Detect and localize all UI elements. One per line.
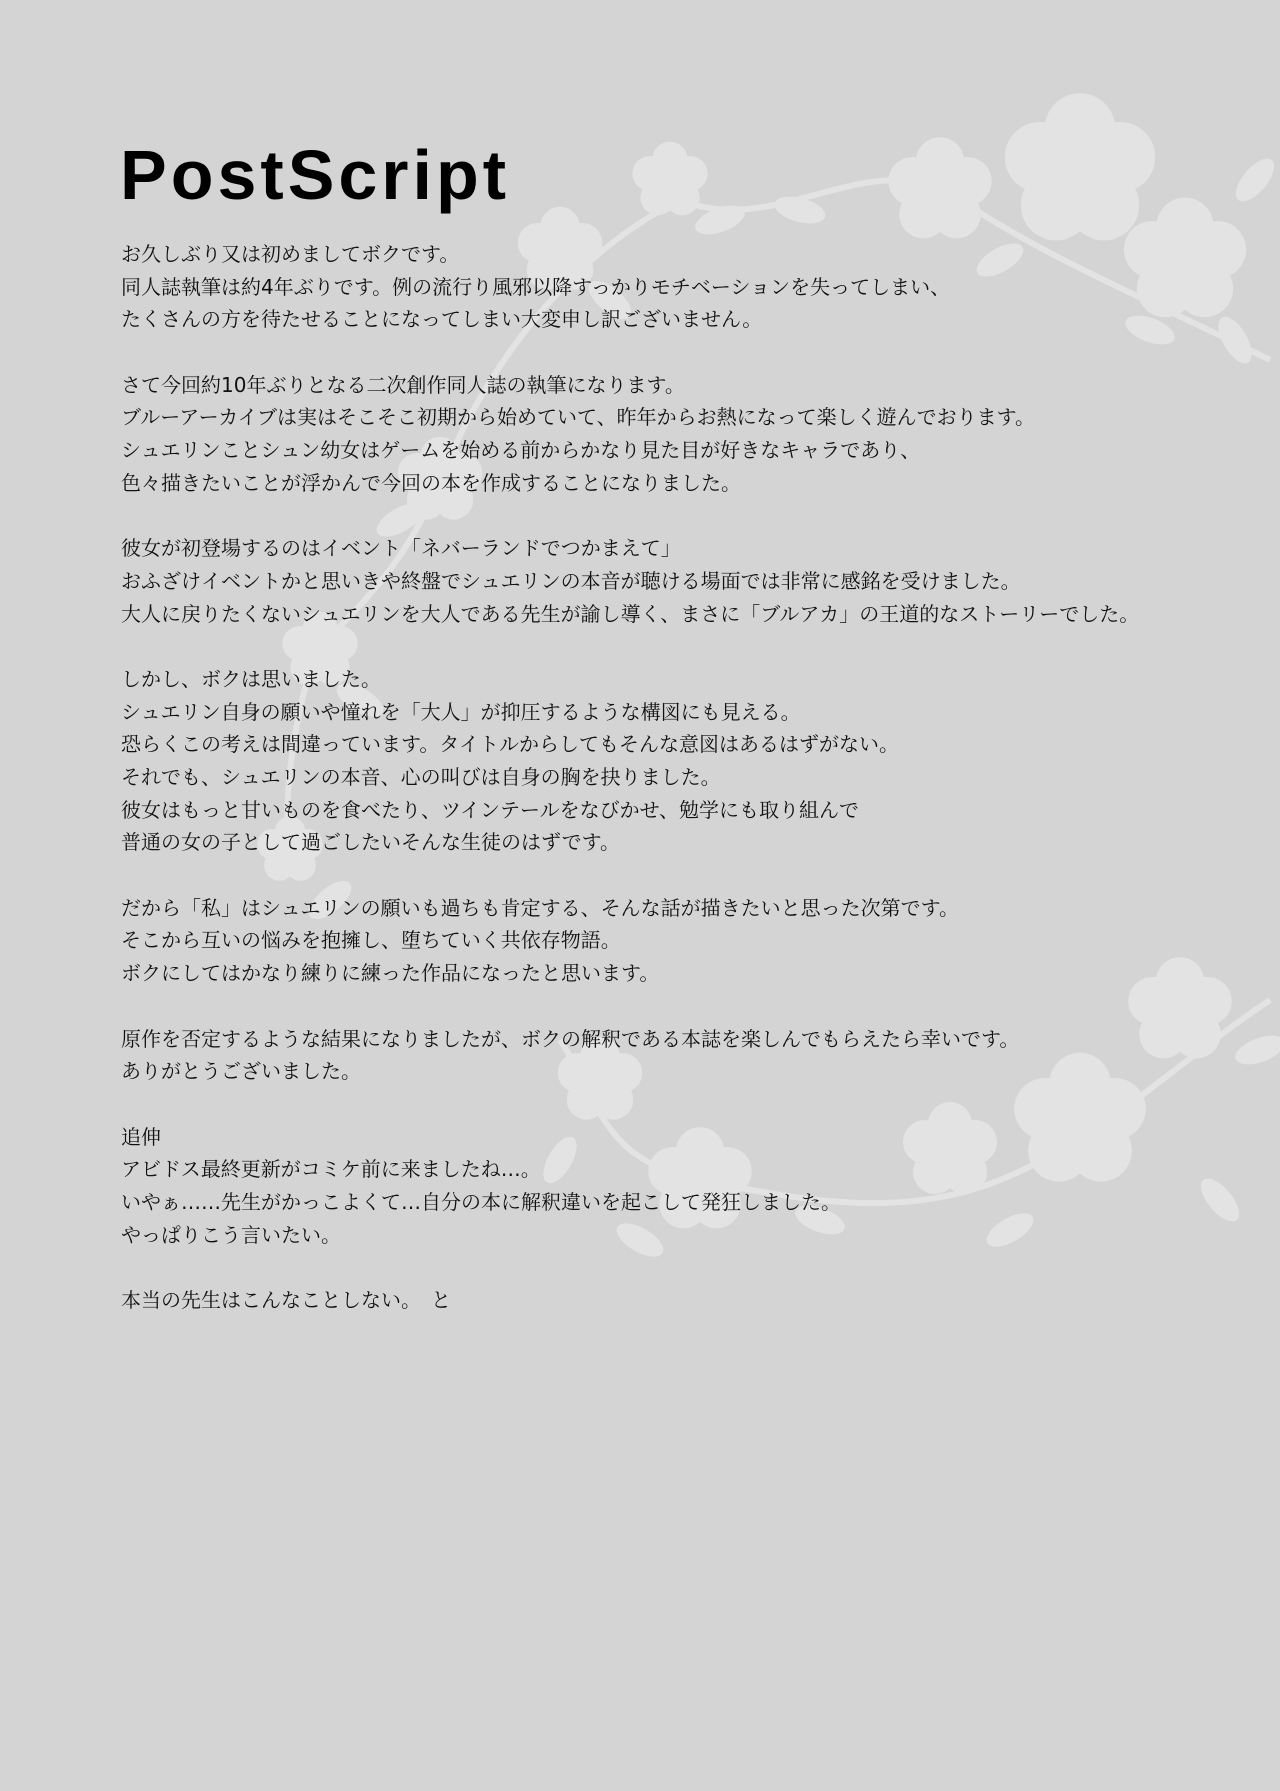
text-line: 追伸 (121, 1124, 161, 1149)
text-line: 普通の女の子として過ごしたいそんな生徒のはずです。 (121, 830, 620, 855)
text-line: アビドス最終更新がコミケ前に来ましたね…。 (121, 1157, 541, 1182)
text-line: 彼女はもっと甘いものを食べたり、ツインテールをなびかせ、勉学にも取り組んで (121, 797, 859, 822)
text-line: 同人誌執筆は約4年ぶりです。例の流行り風邪以降すっかりモチベーションを失ってしまい、 (121, 274, 951, 299)
paragraph (121, 1284, 1201, 1317)
text-line: 色々描きたいことが浮かんで今回の本を作成することになりました。 (121, 470, 741, 495)
postscript-body (121, 238, 1201, 1317)
text-line: たくさんの方を待たせることになってしまい大変申し訳ございません。 (121, 307, 763, 332)
text-line: そこから互いの悩みを抱擁し、堕ちていく共依存物語。 (121, 928, 621, 953)
text-line: さて今回約10年ぶりとなる二次創作同人誌の執筆になります。 (121, 372, 685, 397)
page-title: PostScript (120, 136, 511, 214)
paragraph (121, 1023, 1201, 1088)
paragraph-spacer (121, 1088, 1201, 1121)
text-line: いやぁ……先生がかっこよくて…自分の本に解釈違いを起こして発狂しました。 (121, 1189, 841, 1214)
text-line: 原作を否定するような結果になりましたが、ボクの解釈である本誌を楽しんでもらえたら幸いです。 (121, 1026, 1020, 1051)
text-line: ボクにしてはかなり練りに練った作品になったと思います。 (121, 961, 660, 986)
text-line: 恐らくこの考えは間違っています。タイトルからしてもそんな意図はあるはずがない。 (121, 732, 899, 757)
text-line: シュエリンことシュン幼女はゲームを始める前からかなり見た目が好きなキャラであり、 (121, 438, 921, 463)
text-line: ありがとうございました。 (121, 1059, 361, 1084)
text-line: だから「私」はシュエリンの願いも過ちも肯定する、そんな話が描きたいと思った次第です。 (121, 895, 959, 920)
text-line: しかし、ボクは思いました。 (121, 666, 381, 691)
text-line: 本当の先生はこんなことしない。 と (121, 1288, 451, 1312)
paragraph (121, 238, 1201, 336)
paragraph (121, 892, 1201, 990)
text-line: シュエリン自身の願いや憧れを「大人」が抑圧するような構図にも見える。 (121, 699, 801, 724)
text-line: それでも、シュエリンの本音、心の叫びは自身の胸を抉りました。 (121, 765, 721, 789)
paragraph-spacer (121, 859, 1201, 892)
paragraph (121, 663, 1201, 859)
text-line: やっぱりこう言いたい。 (121, 1222, 341, 1247)
text-line: ブルーアーカイブは実はそこそこ初期から始めていて、昨年からお熱になって楽しく遊んでおります。 (121, 405, 1035, 430)
text-line: おふざけイベントかと思いきや終盤でシュエリンの本音が聴ける場面では非常に感銘を受けました。 (121, 568, 1021, 593)
paragraph-spacer (121, 336, 1201, 369)
text-line: 彼女が初登場するのはイベント「ネバーランドでつかまえて」 (121, 536, 681, 561)
paragraph (121, 369, 1201, 500)
paragraph (121, 532, 1201, 630)
text-line: お久しぶり又は初めましてボクです。 (121, 242, 460, 266)
paragraph-spacer (121, 1251, 1201, 1284)
paragraph (121, 1121, 1201, 1252)
paragraph-spacer (121, 500, 1201, 533)
paragraph-spacer (121, 630, 1201, 663)
text-line: 大人に戻りたくないシュエリンを大人である先生が諭し導く、まさに「ブルアカ」の王道的なストーリーでした。 (121, 601, 1140, 626)
paragraph-spacer (121, 990, 1201, 1023)
